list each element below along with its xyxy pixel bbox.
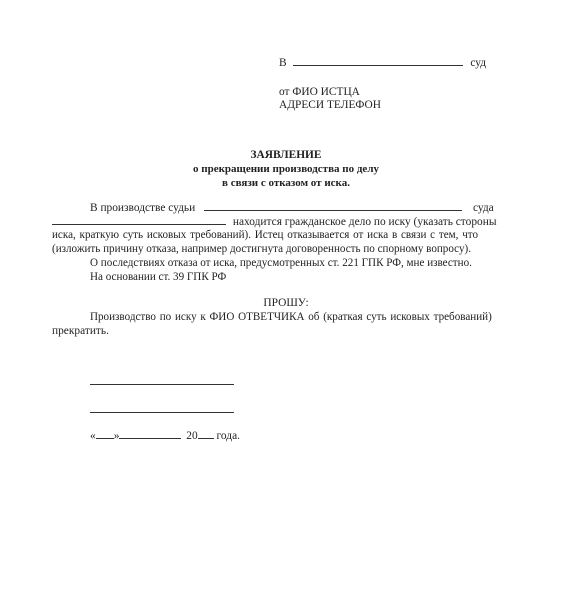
date-open-quote: «: [90, 430, 96, 442]
court-line: [279, 55, 486, 70]
document-title: ЗАЯВЛЕНИЕ: [250, 149, 322, 161]
year-prefix: 20: [186, 430, 198, 442]
date-line: [90, 428, 240, 443]
paragraph-2: О последствиях отказа от иска, предусмотренных ст. 221 ГПК РФ, мне известно.: [90, 257, 472, 269]
request-heading: ПРОШУ:: [263, 297, 309, 309]
court-prefix: В: [279, 57, 287, 69]
request-line-1: Производство по иску к ФИО ОТВЕТЧИКА об (краткая суть исковых требований): [90, 311, 492, 323]
court-word: суда: [472, 202, 494, 214]
year-blank: [198, 428, 214, 439]
name-blank: [90, 402, 234, 413]
document-subtitle-1: о прекращении производства по делу: [193, 163, 379, 175]
date-close-quote: »: [113, 430, 120, 442]
address-line: АДРЕСИ ТЕЛЕФОН: [279, 99, 381, 111]
paragraph-1-line-2: [52, 214, 496, 229]
paragraph-3: На основании ст. 39 ГПК РФ: [90, 271, 227, 283]
month-blank: [119, 428, 181, 439]
case-text: находится гражданское дело по иску (указать стороны: [232, 216, 497, 228]
paragraph-1-line-1: [90, 200, 494, 215]
judge-name-blank: [204, 200, 462, 211]
day-blank: [96, 428, 114, 439]
court-blank: [52, 214, 226, 225]
paragraph-1-line-4: (изложить причину отказа, например достигнута договоренность по спорному вопросу).: [52, 243, 471, 255]
court-suffix: суд: [470, 57, 487, 69]
plaintiff-line: от ФИО ИСТЦА: [279, 86, 360, 98]
court-name-blank: [293, 55, 463, 66]
signature-blank: [90, 374, 234, 385]
document-subtitle-2: в связи с отказом от иска.: [222, 177, 350, 189]
name-line: [90, 402, 234, 417]
signature-line: [90, 374, 234, 389]
request-line-2: прекратить.: [52, 325, 109, 337]
judge-label: В производстве судьи: [90, 202, 196, 214]
paragraph-1-line-3: иска, краткую суть исковых требований). Истец отказывается от иска в связи с тем, что: [52, 229, 479, 241]
year-suffix: года.: [216, 430, 240, 442]
